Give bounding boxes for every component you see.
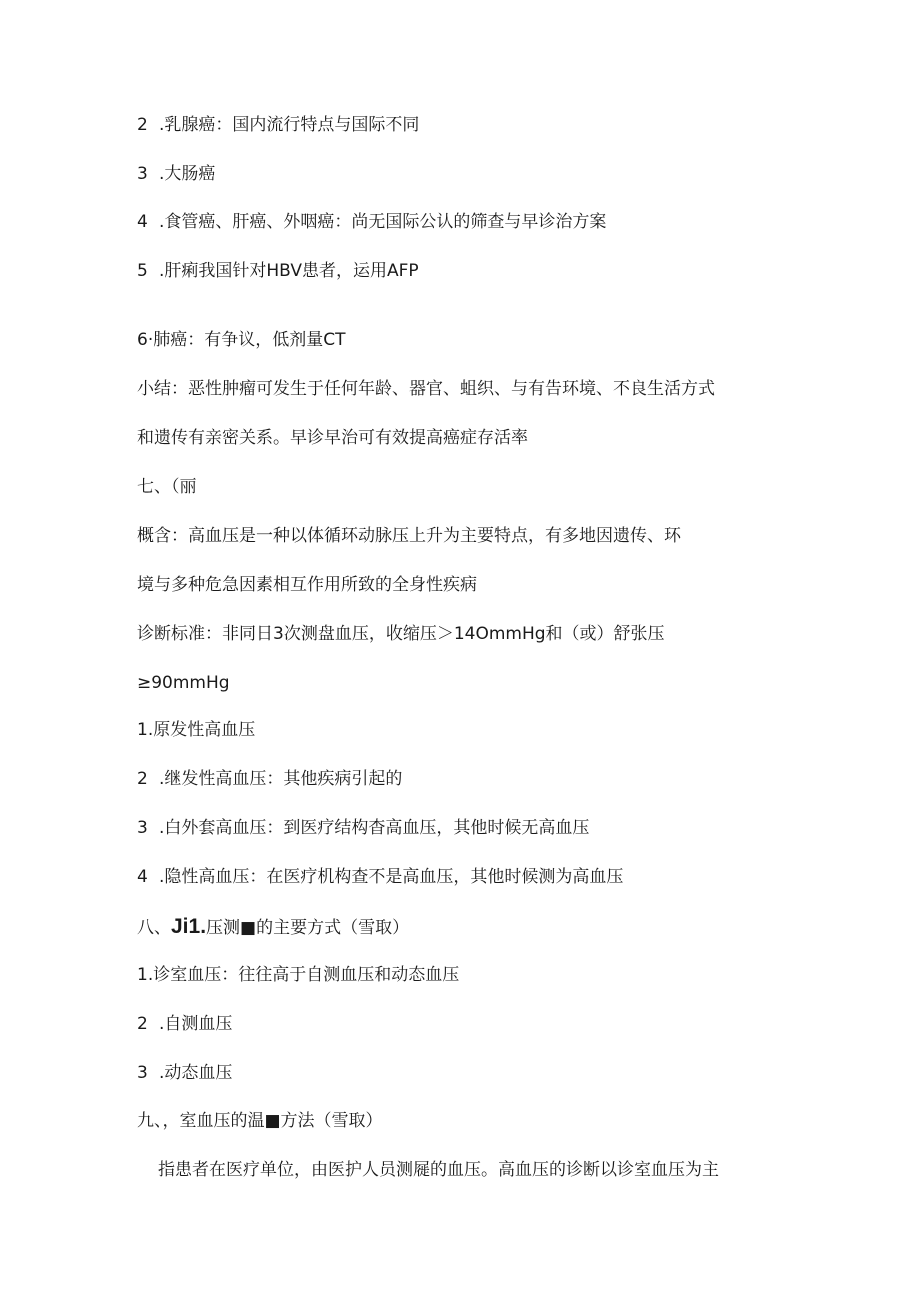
list-item bbox=[137, 1016, 232, 1033]
paragraph-line: 境与多种危急因素相互作用所致的全身性疾病 bbox=[137, 575, 477, 595]
paragraph-line: ≥90mmHg bbox=[137, 673, 230, 693]
item-text: .肝痢我国针对HBV患者，运用AFP bbox=[159, 261, 419, 281]
list-item bbox=[137, 1065, 232, 1082]
paragraph-line: 指患者在医疗单位，由医护人员测屣的血压。高血压的诊断以诊室血压为主 bbox=[158, 1160, 719, 1180]
item-text: .隐性高血压：在医疗机构查不是高血压，其他时候测为高血压 bbox=[159, 867, 624, 887]
paragraph-line: 小结：恶性肿瘤可发生于任何年龄、器官、蛆织、与有告环境、不良生活方式 bbox=[137, 379, 715, 399]
paragraph-line: 6·肺癌：有争议，低剂量CT bbox=[137, 330, 346, 350]
item-number: 3 bbox=[137, 1063, 148, 1083]
list-item bbox=[137, 771, 402, 788]
paragraph-line: 和遗传有亲密关系。早诊早治可有效提高癌症存活率 bbox=[137, 428, 528, 448]
item-number: 5 bbox=[137, 261, 148, 281]
list-item bbox=[137, 869, 623, 886]
item-text: .食管癌、肝癌、外咽癌：尚无国际公认的筛查与早诊治方案 bbox=[159, 212, 607, 232]
item-number: 4 bbox=[137, 867, 148, 887]
section-heading: 七、（丽 bbox=[137, 477, 197, 497]
list-item bbox=[137, 263, 419, 280]
item-number: 3 bbox=[137, 818, 148, 838]
section-heading bbox=[137, 916, 409, 937]
item-number: 2 bbox=[137, 1014, 148, 1034]
paragraph-line: 诊断标准：非同日3次测盘血压，收缩压＞14OmmHg和（或）舒张压 bbox=[137, 624, 665, 644]
heading-prefix: 八、 bbox=[137, 918, 171, 938]
item-text: .自测血压 bbox=[159, 1014, 233, 1034]
item-number: 2 bbox=[137, 769, 148, 789]
paragraph-line: 概含：高血压是一种以体循环动脉压上升为主要特点，有多地因遗传、环 bbox=[137, 526, 681, 546]
section-heading: 九、，室血压的温■方法（雪取） bbox=[137, 1111, 383, 1131]
item-text: .继发性高血压：其他疾病引起的 bbox=[159, 769, 403, 789]
list-item bbox=[137, 820, 589, 837]
heading-bold-fragment: Ji1. bbox=[171, 915, 207, 938]
list-item bbox=[137, 166, 215, 183]
item-number: 3 bbox=[137, 164, 148, 184]
item-number: 2 bbox=[137, 115, 148, 135]
list-item bbox=[137, 117, 419, 134]
list-item: 1.诊室血压：往往高于自测血压和动态血压 bbox=[137, 965, 460, 985]
item-text: .乳腺癌：国内流行特点与国际不同 bbox=[159, 115, 420, 135]
item-text: .动态血压 bbox=[159, 1063, 233, 1083]
item-text: .大肠癌 bbox=[159, 164, 216, 184]
list-item: 1.原发性高血压 bbox=[137, 720, 256, 740]
list-item bbox=[137, 214, 606, 231]
heading-text: 压测■的主要方式（雪取） bbox=[206, 918, 410, 938]
item-text: .白外套高血压：到医疗结构杳高血压，其他时候无高血压 bbox=[159, 818, 590, 838]
item-number: 4 bbox=[137, 212, 148, 232]
